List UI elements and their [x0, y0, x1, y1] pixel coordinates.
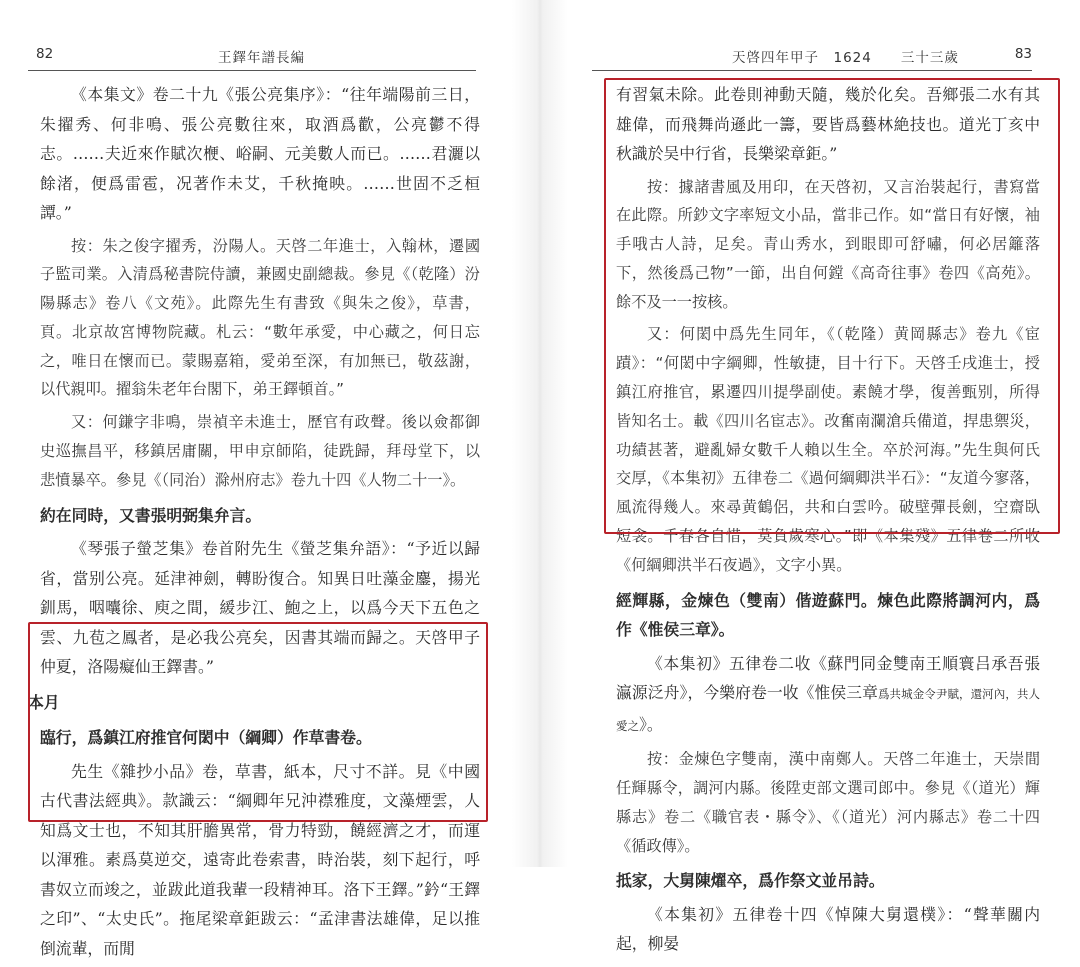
note-paragraph: 按：據諸書風及用印，在天啓初，又言治裝起行，書寫當在此際。所鈔文字率短文小品，當非己作。如“當日有好懷，袖手哦古人詩，足矣。青山秀水，到眼即可舒嘯，何必居籬落下，然後爲己物”一節，出自何鏜《高奇往事》卷四《高苑》。餘不及一一按核。 — [616, 177, 1040, 311]
entry-heading: 臨行，爲鎮江府推官何閎中（綱卿）作草書卷。 — [40, 728, 372, 748]
quote-paragraph — [616, 649, 1040, 742]
right-page-number: 83 — [1014, 46, 1032, 62]
right-page — [568, 0, 1080, 954]
left-page — [0, 0, 512, 958]
quote-paragraph: 《本集文》卷二十九《張公亮集序》：“往年端陽前三日，朱擢秀、何非鳴、張公亮數往來，取酒爲歡，公亮鬱不得志。……夫近來作賦次楩、峪嗣、元美數人而已。……君灑以餘渚，便爲雷雹，况著作未艾，千秋掩映。……世固不乏桓譚。” — [40, 85, 480, 222]
entry-heading: 約在同時，又書張明弼集弁言。 — [40, 505, 262, 525]
left-running-title: 王鐸年譜長編 — [218, 50, 305, 66]
book-gutter — [512, 0, 568, 867]
right-running-title: 天啓四年甲子 1624 三十三歲 — [732, 50, 959, 66]
left-page-number: 82 — [36, 46, 54, 62]
note-paragraph: 又：何閎中爲先生同年，《（乾隆）黄岡縣志》卷九《宦蹟》：“何閎中字綱卿，性敏捷，目十行下。天啓壬戌進士，授鎮江府推官，累遷四川提學副使。素饒才學，復善甄别，所得皆知名士。載《四川名宦志》。改奮南瀾滄兵備道，捍患禦災，功績甚著，避亂婦女數千人賴以生全。卒於河海。”先生與何氏交厚，《本集初》五律卷二《過何綱卿洪半石》：“友道今寥落，風流得幾人。來尋黄鶴侶，共和白雲吟。破壁彈長劍，空齋臥短衾。千春各自惜，莫負歲寒心。”即《本集殘》五律卷二所收《何綱卿洪半石夜過》，文字小異。 — [616, 325, 1040, 574]
quote-continuation: 有習氣未除。此卷則神動天隨，幾於化矣。吾鄉張二水有其雄偉，而飛舞尚遜此一籌，要皆爲藝林絶技也。道光丁亥中秋識於吴中行省，長樂梁章鉅。” — [616, 85, 1040, 163]
right-page-header — [592, 42, 1032, 71]
right-page-body — [616, 80, 1040, 963]
entry-heading: 經輝縣，金煉色（雙南）偕遊蘇門。煉色此際將調河内，爲作《惟侯三章》。 — [616, 590, 1040, 640]
left-page-header — [28, 42, 476, 71]
note-paragraph: 按：金煉色字雙南，漢中南鄭人。天啓二年進士，天崇間任輝縣令，調河内縣。後陞吏部文選司郎中。參見《（道光）輝縣志》卷二《職官表・縣令》、《（道光）河内縣志》卷二十四《循政傳》。 — [616, 750, 1040, 855]
small-annotation: 爲共城金令尹賦，還河內，共人愛之 — [616, 687, 1040, 733]
quote-paragraph: 《琴張子螢芝集》卷首附先生《螢芝集弁語》：“予近以歸省，當别公亮。延津神劍，轉盼復合。知異日吐藻金鏖，揚光釧馬，咽囔徐、庾之間，緩步江、鮑之上，以爲今天下五色之雲、九苞之鳳者，是必我公亮矣，因書其端而歸之。天啓甲子仲夏，洛陽癡仙王鐸書。” — [40, 539, 480, 677]
quote-text: 《本集初》五律卷二收《蘇門同金雙南王順寰吕承吾張瀛源泛舟》，今樂府卷一收《惟侯三章 — [616, 653, 1040, 703]
note-paragraph: 又：何鎌字非鳴，崇禎辛未進士，歷官有政聲。後以僉都御史巡撫昌平，移鎮居庸關，甲申京師陷，徒跣歸，拜母堂下，以悲憤暴卒。參見《（同治）滁州府志》卷九十四《人物二十一》。 — [40, 413, 480, 489]
quote-paragraph: 先生《雜抄小品》卷，草書，紙本，尺寸不詳。見《中國古代書法經典》。款識云：“綱卿年兄沖襟雅度，文藻煙雲，人知爲文士也，不知其肝膽異常，骨力特勁，饒經濟之才，而運以渾雅。素爲莫逆交，遠寄此卷索書，時治裝，刻下起行，呼書奴立而竣之，並跋此道我輩一段精神耳。洛下王鐸。”鈐“王鐸之印”、“太史氏”。拖尾梁章鉅跋云：“孟津書法雄偉，足以推倒流輩，而閒 — [40, 761, 480, 958]
quote-text-end: 》。 — [639, 714, 663, 734]
left-page-body — [28, 80, 480, 967]
entry-heading: 抵家，大舅陳燿卒，爲作祭文並吊詩。 — [616, 871, 885, 891]
quote-paragraph: 《本集初》五律卷十四《悼陳大舅還樸》：“聲華關内起，柳晏 — [616, 904, 1040, 954]
month-heading: 本月 — [28, 692, 60, 712]
note-paragraph: 按：朱之俊字擢秀，汾陽人。天啓二年進士，入翰林，遷國子監司業。入清爲秘書院侍讀，兼國史副總裁。參見《（乾隆）汾陽縣志》卷八《文苑》。此際先生有書致《與朱之俊》，草書，頁。北京故宮博物院藏。札云：“數年承愛，中心藏之，何日忘之，唯日在懷而已。蒙賜嘉箱，愛弟至深，有加無已，敬茲謝，以代親叩。擢翁朱老年台閣下，弟王鐸頓首。” — [40, 236, 480, 399]
